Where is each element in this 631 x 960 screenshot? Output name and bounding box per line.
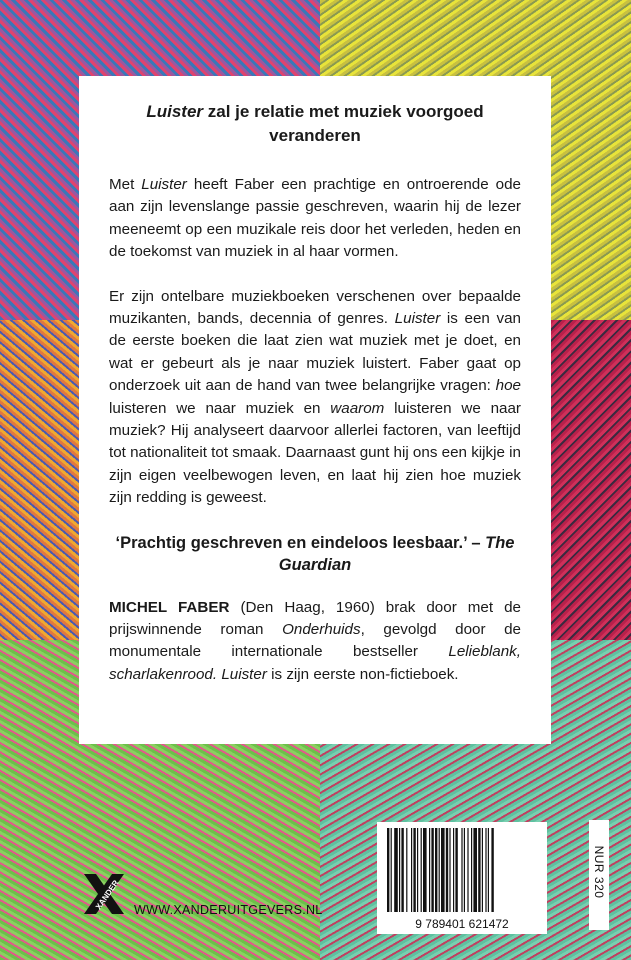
barcode-bar	[485, 828, 486, 912]
isbn-number: 9 789401 621472	[415, 917, 509, 931]
barcode-bar	[394, 828, 398, 912]
barcode-bar	[478, 828, 480, 912]
barcode-bar	[417, 828, 418, 912]
barcode-bar	[482, 828, 483, 912]
barcode-bar	[399, 828, 400, 912]
description-paragraph: Er zijn ontelbare muziekboeken verschenen over bepaalde muzikanten, bands, decennia of genres. Luister is een van de eerste boeken die laat zien wat muziek met je doet, en wat er gebeurt als je naar muziek luistert. Faber gaat op onderzoek uit aan de hand van twee belangrijke vragen: hoe luisteren we naar muziek en waarom luisteren we naar muziek? Hij analyseert daarvoor allerlei factoren, van leeftijd tot nationaliteit tot smaak. Daarnaast gunt hij ons een kijkje in zijn eigen veelbewogen leven, en laat hij zien hoe muziek zijn redding is geweest.	[109, 287, 521, 507]
barcode-bar	[401, 828, 403, 912]
nur-code	[589, 820, 609, 930]
nur-label: NUR 320	[592, 845, 606, 899]
barcode-bar	[441, 828, 445, 912]
author-bio: MICHEL FABER (Den Haag, 1960) brak door met de prijswinnende roman Onderhuids, gevolgd door de monumentale internationale bestseller Lelieblank, scharlakenrood. Luister is zijn eerste non-fictieboek.	[109, 598, 522, 683]
barcode-bar	[455, 828, 457, 912]
publisher-url[interactable]: WWW.XANDERUITGEVERS.NL	[134, 903, 323, 917]
logo-text: XANDER	[93, 878, 121, 912]
barcode-bar	[421, 828, 422, 912]
barcode-bar	[449, 828, 450, 912]
xander-logo	[80, 872, 130, 918]
barcode-bar	[431, 828, 433, 912]
barcode-bar	[423, 828, 427, 912]
barcode-bar	[453, 828, 454, 912]
barcode-bar	[439, 828, 440, 912]
isbn-barcode	[377, 822, 547, 934]
barcode-bar	[387, 828, 389, 912]
barcode-bar	[391, 828, 392, 912]
barcode-bar	[491, 828, 493, 912]
barcode-bar	[411, 828, 412, 912]
back-cover-text-panel	[79, 76, 551, 744]
press-quote: ‘Prachtig geschreven en eindeloos leesbaar.’ – The Guardian	[115, 533, 515, 575]
barcode-bar	[446, 828, 448, 912]
barcode-bar	[461, 828, 462, 912]
barcode-bar	[488, 828, 489, 912]
headline: Luister zal je relatie met muziek voorgoed veranderen	[146, 102, 484, 145]
barcode-bar	[467, 828, 468, 912]
barcode-bar	[464, 828, 465, 912]
barcode-bar	[473, 828, 477, 912]
barcode-icon	[377, 822, 547, 934]
barcode-bar	[471, 828, 472, 912]
barcode-bar	[435, 828, 437, 912]
barcode-bar	[406, 828, 407, 912]
barcode-bar	[429, 828, 430, 912]
barcode-bar	[413, 828, 415, 912]
intro-paragraph: Met Luister heeft Faber een prachtige en ontroerende ode aan zijn levenslange passie geschreven, waarin hij de lezer meeneemt op een muzikale reis door het verleden, heden en de toekomst van muziek in al haar vormen.	[109, 176, 521, 261]
